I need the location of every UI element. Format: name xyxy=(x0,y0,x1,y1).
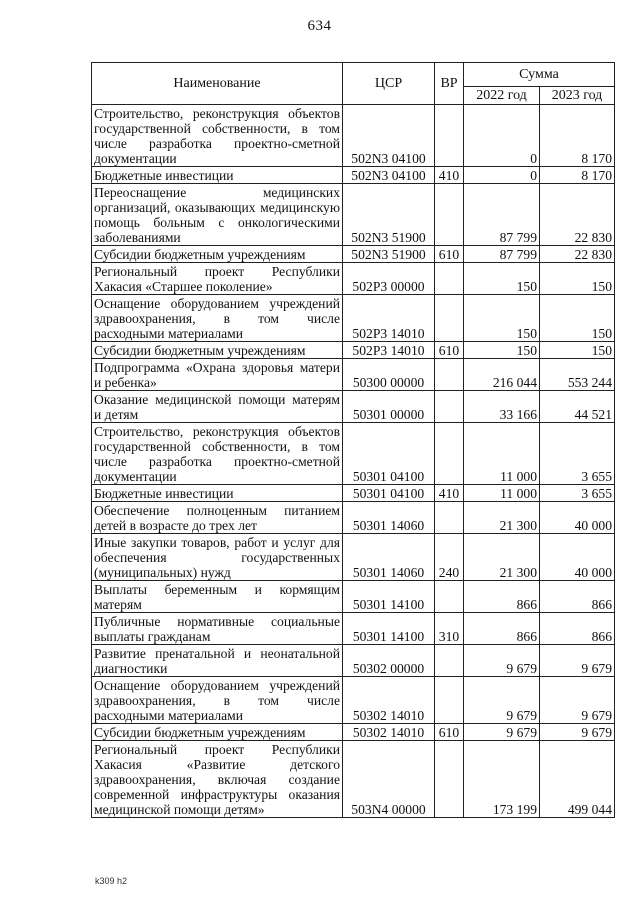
row-sum-2023: 8 170 xyxy=(540,105,615,167)
row-sum-2023: 150 xyxy=(540,263,615,295)
row-sum-2022: 150 xyxy=(464,263,540,295)
row-sum-2022: 33 166 xyxy=(464,391,540,423)
table-row xyxy=(92,724,615,741)
row-name: Субсидии бюджетным учреждениям xyxy=(92,246,343,263)
header-year-2022: 2022 год xyxy=(464,87,540,105)
table-body xyxy=(92,105,615,818)
row-name: Развитие пренатальной и неонатальной диагностики xyxy=(92,645,343,677)
table-row xyxy=(92,167,615,184)
row-sum-2023: 553 244 xyxy=(540,359,615,391)
row-name: Оснащение оборудованием учреждений здравоохранения, в том числе расходными материалами xyxy=(92,677,343,724)
row-vr xyxy=(435,184,464,246)
row-sum-2023: 8 170 xyxy=(540,167,615,184)
table-row xyxy=(92,581,615,613)
row-csr: 50302 14010 xyxy=(343,677,435,724)
table-row xyxy=(92,105,615,167)
row-sum-2023: 3 655 xyxy=(540,485,615,502)
row-name: Подпрограмма «Охрана здоровья матери и ребенка» xyxy=(92,359,343,391)
table-row xyxy=(92,485,615,502)
table-row xyxy=(92,741,615,818)
row-vr xyxy=(435,677,464,724)
row-name: Бюджетные инвестиции xyxy=(92,167,343,184)
row-sum-2023: 499 044 xyxy=(540,741,615,818)
row-sum-2022: 173 199 xyxy=(464,741,540,818)
table-row xyxy=(92,295,615,342)
row-vr xyxy=(435,105,464,167)
row-csr: 50301 14100 xyxy=(343,581,435,613)
row-name: Иные закупки товаров, работ и услуг для обеспечения государственных (муниципальных) нужд xyxy=(92,534,343,581)
row-vr xyxy=(435,359,464,391)
row-vr xyxy=(435,263,464,295)
row-vr: 610 xyxy=(435,246,464,263)
row-sum-2022: 9 679 xyxy=(464,724,540,741)
row-sum-2022: 9 679 xyxy=(464,645,540,677)
row-name: Строительство, реконструкция объектов государственной собственности, в том числе разработка проектно-сметной документации xyxy=(92,423,343,485)
row-csr: 50302 14010 xyxy=(343,724,435,741)
row-sum-2022: 87 799 xyxy=(464,184,540,246)
row-sum-2023: 9 679 xyxy=(540,645,615,677)
row-csr: 503N4 00000 xyxy=(343,741,435,818)
row-sum-2023: 44 521 xyxy=(540,391,615,423)
row-csr: 50301 14060 xyxy=(343,502,435,534)
table-row xyxy=(92,677,615,724)
row-vr xyxy=(435,391,464,423)
row-vr xyxy=(435,645,464,677)
row-vr xyxy=(435,423,464,485)
row-csr: 50301 04100 xyxy=(343,423,435,485)
table-row xyxy=(92,184,615,246)
header-year-2023: 2023 год xyxy=(540,87,615,105)
page-number: 634 xyxy=(307,18,332,34)
row-name: Выплаты беременным и кормящим матерям xyxy=(92,581,343,613)
row-csr: 50301 04100 xyxy=(343,485,435,502)
row-sum-2022: 866 xyxy=(464,581,540,613)
row-name: Обеспечение полноценным питанием детей в возрасте до трех лет xyxy=(92,502,343,534)
table-row xyxy=(92,613,615,645)
row-sum-2023: 3 655 xyxy=(540,423,615,485)
row-csr: 502N3 51900 xyxy=(343,184,435,246)
row-vr xyxy=(435,295,464,342)
table-row xyxy=(92,502,615,534)
table-row xyxy=(92,342,615,359)
row-sum-2023: 9 679 xyxy=(540,724,615,741)
row-sum-2022: 0 xyxy=(464,167,540,184)
table-row xyxy=(92,246,615,263)
row-sum-2023: 9 679 xyxy=(540,677,615,724)
row-vr xyxy=(435,502,464,534)
row-sum-2022: 9 679 xyxy=(464,677,540,724)
row-sum-2022: 11 000 xyxy=(464,423,540,485)
footer-code: k309 h2 xyxy=(95,876,128,886)
row-vr: 310 xyxy=(435,613,464,645)
table-row xyxy=(92,263,615,295)
row-sum-2022: 21 300 xyxy=(464,534,540,581)
row-sum-2023: 150 xyxy=(540,295,615,342)
row-sum-2023: 866 xyxy=(540,613,615,645)
header-vr: ВР xyxy=(435,63,464,105)
row-vr: 610 xyxy=(435,724,464,741)
row-csr: 502P3 14010 xyxy=(343,295,435,342)
row-csr: 50300 00000 xyxy=(343,359,435,391)
row-sum-2022: 0 xyxy=(464,105,540,167)
row-name: Субсидии бюджетным учреждениям xyxy=(92,724,343,741)
row-sum-2023: 22 830 xyxy=(540,184,615,246)
row-sum-2023: 40 000 xyxy=(540,502,615,534)
row-name: Переоснащение медицинских организаций, оказывающих медицинскую помощь больным с онкологическими заболеваниями xyxy=(92,184,343,246)
row-sum-2022: 216 044 xyxy=(464,359,540,391)
row-sum-2022: 866 xyxy=(464,613,540,645)
row-name: Субсидии бюджетным учреждениям xyxy=(92,342,343,359)
row-csr: 502P3 14010 xyxy=(343,342,435,359)
row-name: Строительство, реконструкция объектов государственной собственности, в том числе разработка проектно-сметной документации xyxy=(92,105,343,167)
row-vr: 410 xyxy=(435,485,464,502)
row-sum-2023: 22 830 xyxy=(540,246,615,263)
row-csr: 502N3 04100 xyxy=(343,167,435,184)
row-sum-2022: 87 799 xyxy=(464,246,540,263)
row-csr: 50301 00000 xyxy=(343,391,435,423)
header-csr: ЦСР xyxy=(343,63,435,105)
row-csr: 502N3 51900 xyxy=(343,246,435,263)
row-sum-2022: 150 xyxy=(464,342,540,359)
header-sum: Сумма xyxy=(464,63,615,87)
row-csr: 50302 00000 xyxy=(343,645,435,677)
row-csr: 50301 14060 xyxy=(343,534,435,581)
row-name: Оснащение оборудованием учреждений здравоохранения, в том числе расходными материалами xyxy=(92,295,343,342)
row-name: Бюджетные инвестиции xyxy=(92,485,343,502)
row-csr: 50301 14100 xyxy=(343,613,435,645)
row-csr: 502P3 00000 xyxy=(343,263,435,295)
row-sum-2023: 40 000 xyxy=(540,534,615,581)
row-vr xyxy=(435,741,464,818)
row-vr: 410 xyxy=(435,167,464,184)
table-row xyxy=(92,359,615,391)
row-sum-2023: 150 xyxy=(540,342,615,359)
row-vr: 240 xyxy=(435,534,464,581)
row-sum-2023: 866 xyxy=(540,581,615,613)
row-sum-2022: 21 300 xyxy=(464,502,540,534)
table-row xyxy=(92,391,615,423)
row-csr: 502N3 04100 xyxy=(343,105,435,167)
row-name: Региональный проект Республики Хакасия «Развитие детского здравоохранения, включая создание современной инфраструктуры оказания медицинской помощи детям» xyxy=(92,741,343,818)
row-sum-2022: 150 xyxy=(464,295,540,342)
budget-table xyxy=(91,62,615,818)
row-name: Региональный проект Республики Хакасия «Старшее поколение» xyxy=(92,263,343,295)
table-row xyxy=(92,534,615,581)
table-row xyxy=(92,645,615,677)
row-sum-2022: 11 000 xyxy=(464,485,540,502)
row-name: Оказание медицинской помощи матерям и детям xyxy=(92,391,343,423)
row-vr xyxy=(435,581,464,613)
table-row xyxy=(92,423,615,485)
header-name: Наименование xyxy=(92,63,343,105)
row-vr: 610 xyxy=(435,342,464,359)
row-name: Публичные нормативные социальные выплаты гражданам xyxy=(92,613,343,645)
